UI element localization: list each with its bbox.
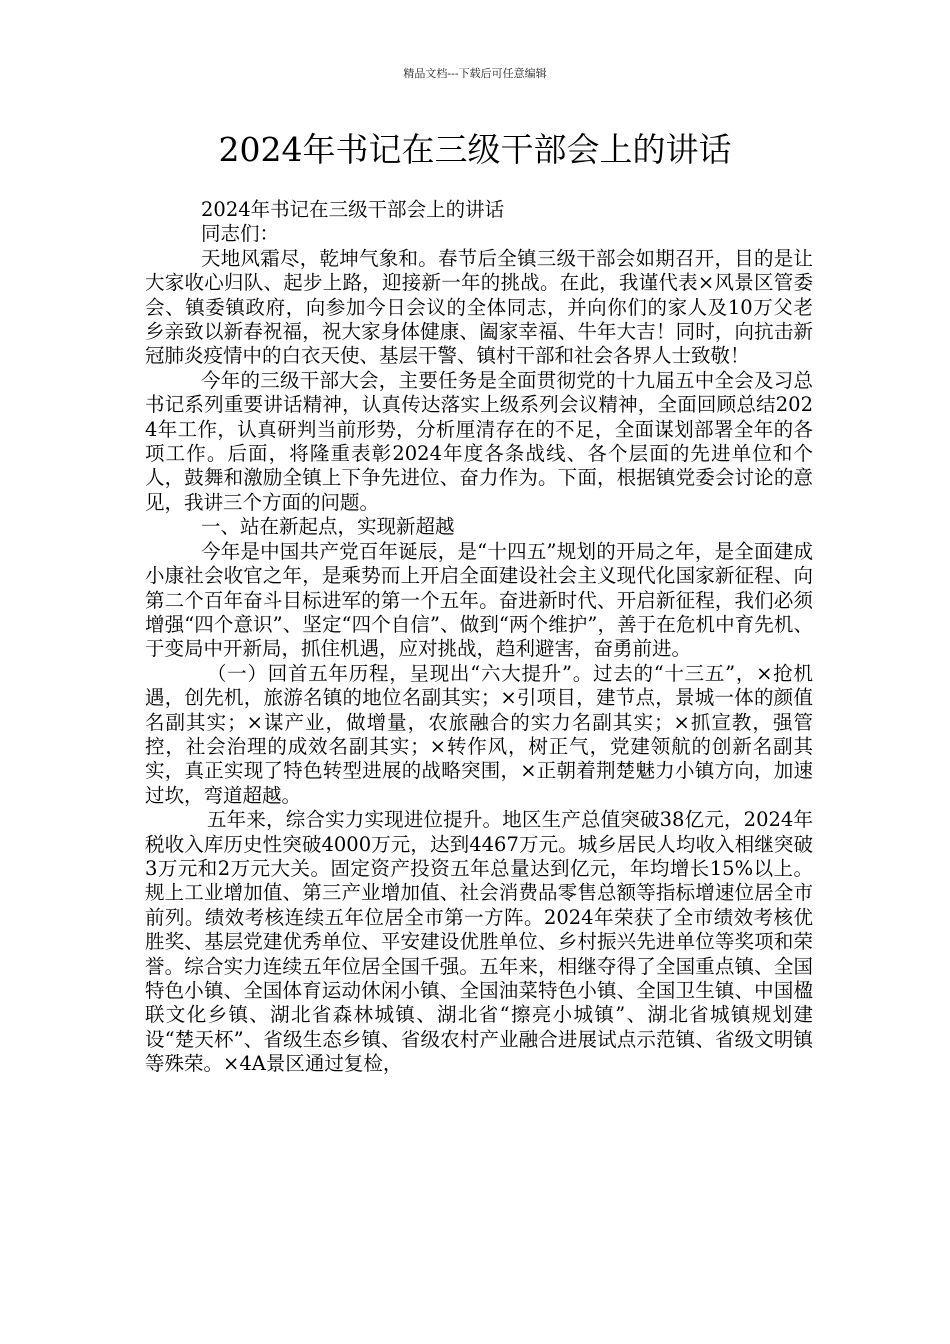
document-body [145, 198, 813, 1077]
body-paragraph: 今年的三级干部大会，主要任务是全面贯彻党的十九届五中全会及习总书记系列重要讲话精神，认真传达落实上级系列会议精神，全面回顾总结2024年工作，认真研判当前形势，分析厘清存在的不足，全面谋划部署全年的各项工作。后面，将隆重表彰2024年度各条战线、各个层面的先进单位和个人，鼓舞和激励全镇上下争先进位、奋力作为。下面，根据镇党委会讨论的意见，我讲三个方面的问题。 [145, 368, 813, 514]
salutation-paragraph: 同志们： [201, 222, 280, 246]
body-paragraph: 五年来，综合实力实现进位提升。地区生产总值突破38亿元，2024年税收入库历史性突破4000万元，达到4467万元。城乡居民人均收入相继突破3万元和2万元大关。固定资产投资五年总量达到亿元，年均增长15%以上。规上工业增加值、第三产业增加值、社会消费品零售总额等指标增速位居全市前列。绩效考核连续五年位居全市第一方阵。2024年荣获了全市绩效考核优胜奖、基层党建优秀单位、平安建设优胜单位、乡村振兴先进单位等奖项和荣誉。综合实力连续五年位居全国千强。五年来，相继夺得了全国重点镇、全国特色小镇、全国体育运动休闲小镇、全国油菜特色小镇、全国卫生镇、中国楹联文化乡镇、湖北省森林城镇、湖北省“擦亮小城镇”、湖北省城镇规划建设“楚天杯”、省级生态乡镇、省级农村产业融合进展试点示范镇、省级文明镇等殊荣。×4A景区通过复检， [145, 808, 813, 1076]
subtitle-paragraph: 2024年书记在三级干部会上的讲话 [201, 198, 505, 221]
body-paragraph: 今年是中国共产党百年诞辰，是“十四五”规划的开局之年，是全面建成小康社会收官之年，是乘势而上开启全面建设社会主义现代化国家新征程、向第二个百年奋斗目标进军的第一个五年。奋进新时代、开启新征程，我们必须增强“四个意识”、坚定“四个自信”、做到“两个维护”，善于在危机中育先机、于变局中开新局，抓住机遇，应对挑战，趋利避害，奋勇前进。 [145, 539, 813, 661]
subsection-paragraph: （一）回首五年历程，呈现出“六大提升”。过去的“十三五”，×抢机遇，创先机，旅游名镇的地位名副其实；×引项目，建节点，景城一体的颜值名副其实；×谋产业，做增量，农旅融合的实力名副其实；×抓宣教，强管控，社会治理的成效名副其实；×转作风，树正气，党建领航的创新名副其实，真正实现了特色转型进展的战略突围，×正朝着荆楚魅力小镇方向，加速过坎，弯道超越。 [145, 661, 813, 807]
body-paragraph: 天地风霜尽，乾坤气象和。春节后全镇三级干部会如期召开，目的是让大家收心归队、起步上路，迎接新一年的挑战。在此，我谨代表×风景区管委会、镇委镇政府，向参加今日会议的全体同志，并向你们的家人及10万父老乡亲致以新春祝福，祝大家身体健康、阖家幸福、牛年大吉！同时，向抗击新冠肺炎疫情中的白衣天使、基层干警、镇村干部和社会各界人士致敬！ [145, 246, 813, 368]
document-title: 2024年书记在三级干部会上的讲话 [218, 130, 732, 169]
section-heading: 一、站在新起点，实现新超越 [201, 515, 455, 539]
header-note: 精品文档---下载后可任意编辑 [403, 67, 547, 80]
